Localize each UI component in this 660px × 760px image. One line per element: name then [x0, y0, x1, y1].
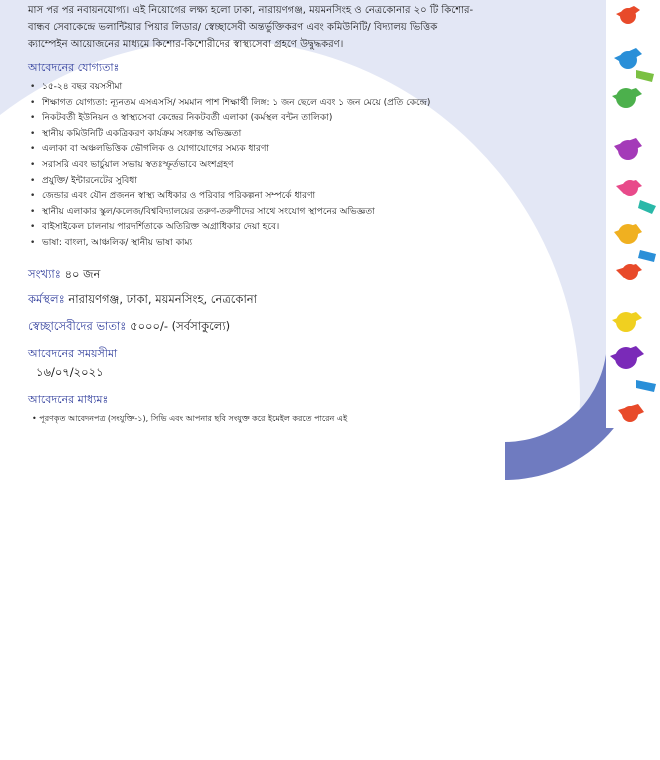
- count-field: [28, 266, 588, 283]
- allowance-label: স্বেচ্ছাসেবীদের ভাতাঃ: [28, 318, 127, 333]
- allowance-value: ৫০০০/- (সর্বসাকুল্যে): [130, 318, 231, 333]
- list-item: • বাইসাইকেল চালনায় পারদর্শিতাকে অতিরিক্ত অগ্রাধিকার দেয়া হবে।: [42, 220, 588, 236]
- list-item: • শিক্ষাগত যোগ্যতা: ন্যূনতম এসএসসি/ সমমান পাশ শিক্ষার্থী লিঙ্গ: ১ জন ছেলে এবং ১ জন মেয়ে (প্রতি কেন্দ্রে): [42, 96, 588, 112]
- method-title: আবেদনের মাধ্যমঃ: [28, 392, 109, 406]
- intro-line: ক্যাম্পেইন আয়োজনের মাধ্যমে কিশোর-কিশোরীদের স্বাস্থ্যসেবা গ্রহণে উদ্বুদ্ধকরণ।: [28, 39, 344, 50]
- intro-paragraph: [28, 0, 588, 53]
- list-item: • ভাষা: বাংলা, আঞ্চলিক/ স্থানীয় ভাষা কাম্য: [42, 236, 588, 252]
- list-item: • সরাসরি এবং ভার্চুয়াল সভায় স্বতঃস্ফূর্তভাবে অংশগ্রহণ: [42, 158, 588, 174]
- allowance-field: [28, 318, 588, 335]
- list-item: • প্রযুক্তি/ ইন্টারনেটের সুবিধা: [42, 174, 588, 190]
- list-item: • ১৫-২৪ বছর বয়সসীমা: [42, 80, 588, 96]
- list-item: • স্থানীয় এলাকার স্কুল/কলেজ/বিশ্ববিদ্যালয়ের তরুণ-তরুণীদের সাথে সংযোগ স্থাপনের অভিজ্ঞতা: [42, 205, 588, 221]
- list-item: • স্থানীয় কমিউনিটি একত্রিকরণ কার্যক্রম সংক্রান্ত অভিজ্ঞতা: [42, 127, 588, 143]
- colorful-hands-decoration: [606, 0, 660, 428]
- list-item: • জেন্ডার এবং যৌন প্রজনন স্বাস্থ্য অধিকার ও পরিবার পরিকল্পনা সম্পর্কে ধারণা: [42, 189, 588, 205]
- list-item: • নিকটবর্তী ইউনিয়ন ও স্বাস্থ্যসেবা কেন্দ্রের নিকটবর্তী এলাকা (কর্মস্থল বন্টন তালিকা): [42, 111, 588, 127]
- intro-line: বান্ধব সেবাকেন্দ্রে ভলান্টিয়ার পিয়ার লিডার/ স্বেচ্ছাসেবী অন্তর্ভুক্তিকরণ এবং কমিউনিটি/ বিদ্যালয় ভিত্তিক: [28, 22, 438, 33]
- deadline-title: আবেদনের সময়সীমা: [28, 346, 118, 360]
- workplace-label: কর্মস্থলঃ: [28, 291, 65, 306]
- count-label: সংখ্যাঃ: [28, 266, 61, 281]
- workplace-value: নারায়ণগঞ্জ, ঢাকা, ময়মনসিংহ, নেত্রকোনা: [68, 291, 257, 306]
- document-content: [28, 0, 588, 426]
- deadline-value: ১৬/০৭/২০২১: [36, 364, 104, 379]
- count-value: ৪০ জন: [64, 266, 101, 281]
- list-item: • এলাকা বা অঞ্চলভিত্তিক ভৌগলিক ও যোগাযোগের সম্যক ধারণা: [42, 142, 588, 158]
- hands-illustration: [606, 0, 660, 428]
- intro-line: মাস পর পর নবায়নযোগ্য। এই নিয়োগের লক্ষ্য হলো ঢাকা, নারায়ণগঞ্জ, ময়মনসিংহ ও নেত্রকোনার ২০ টি কিশোর-: [28, 5, 474, 16]
- eligibility-title: আবেদনের যোগ্যতাঃ: [28, 61, 120, 74]
- list-item: • পূরণকৃত আবেদনপত্র (সংযুক্তি-১), সিভি এবং আপনার ছবি সংযুক্ত করে ইমেইল করতে পারেন এই: [32, 413, 348, 423]
- method-item-text: পূরণকৃত আবেদনপত্র (সংযুক্তি-১), সিভি এবং আপনার ছবি সংযুক্ত করে ইমেইল করতে পারেন এই: [39, 413, 348, 423]
- eligibility-list: [28, 80, 588, 252]
- workplace-field: [28, 291, 588, 308]
